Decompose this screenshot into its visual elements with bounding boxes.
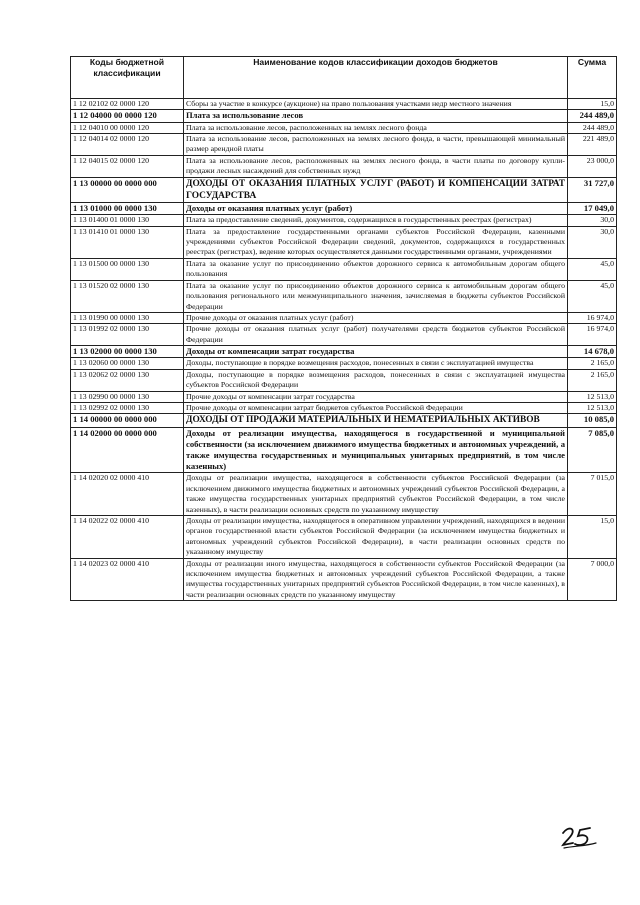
row-code: 1 13 02990 00 0000 130 (71, 391, 184, 402)
row-name: Плата за использование лесов, расположенных на землях лесного фонда (184, 122, 568, 133)
row-name: Прочие доходы от компенсации затрат государства (184, 391, 568, 402)
header-code: Коды бюджетной классификации (71, 57, 184, 99)
row-name: ДОХОДЫ ОТ ОКАЗАНИЯ ПЛАТНЫХ УСЛУГ (РАБОТ) И КОМПЕНСАЦИИ ЗАТРАТ ГОСУДАРСТВА (184, 177, 568, 202)
row-sum: 17 049,0 (568, 203, 617, 215)
table-row (71, 414, 617, 427)
row-sum: 16 974,0 (568, 324, 617, 346)
table-row (71, 369, 617, 391)
row-code: 1 13 02062 02 0000 130 (71, 369, 184, 391)
row-sum: 15,0 (568, 99, 617, 110)
row-sum: 45,0 (568, 258, 617, 280)
row-name: Плата за предоставление сведений, документов, содержащихся в государственных реестрах (регистрах) (184, 215, 568, 226)
row-code: 1 12 04010 00 0000 120 (71, 122, 184, 133)
row-sum: 2 165,0 (568, 358, 617, 369)
table-row (71, 226, 617, 258)
table-row (71, 258, 617, 280)
row-sum: 16 974,0 (568, 312, 617, 323)
row-name: Плата за оказание услуг по присоединению объектов дорожного сервиса к автомобильным дорогам общего пользования (184, 258, 568, 280)
row-name: Плата за предоставление государственными органами субъектов Российской Федерации, казенными учреждениями субъектов Российской Федерации сведений, документов, содержащихся в государственных реестрах (регистрах), ведение которых осуществляется данными государственными органами, учреждениями (184, 226, 568, 258)
table-row (71, 391, 617, 402)
table-row (71, 516, 617, 559)
row-sum: 30,0 (568, 215, 617, 226)
row-sum: 221 489,0 (568, 134, 617, 156)
table-row (71, 358, 617, 369)
handwritten-page-number-mark (560, 824, 598, 850)
row-code: 1 13 02060 00 0000 130 (71, 358, 184, 369)
row-sum: 45,0 (568, 280, 617, 312)
table-row (71, 324, 617, 346)
row-sum: 31 727,0 (568, 177, 617, 202)
row-name: Прочие доходы от оказания платных услуг (работ) (184, 312, 568, 323)
row-sum: 12 513,0 (568, 391, 617, 402)
table-row (71, 280, 617, 312)
row-sum: 7 085,0 (568, 427, 617, 473)
row-sum: 23 000,0 (568, 155, 617, 177)
row-sum: 12 513,0 (568, 402, 617, 413)
row-name: Плата за использование лесов, расположенных на землях лесного фонда, в части платы по договору купли-продажи лесных насаждений для собственных нужд (184, 155, 568, 177)
row-code: 1 13 02000 00 0000 130 (71, 346, 184, 358)
table-row (71, 110, 617, 122)
table-row (71, 122, 617, 133)
row-sum: 244 489,0 (568, 110, 617, 122)
row-code: 1 14 02022 02 0000 410 (71, 516, 184, 559)
row-code: 1 13 01500 00 0000 130 (71, 258, 184, 280)
table-row (71, 155, 617, 177)
table-row (71, 558, 617, 601)
row-name: Доходы от реализации иного имущества, находящегося в собственности субъектов Российской Федерации (за исключением имущества бюджетных и автономных учреждений субъектов Российской Федерации, а также имущества государственных унитарных предприятий субъектов Российской Федерации, в том числе казенных), в части реализации основных средств по указанному имуществу (184, 558, 568, 601)
header-sum: Сумма (568, 57, 617, 99)
row-code: 1 13 01410 01 0000 130 (71, 226, 184, 258)
row-name: Доходы, поступающие в порядке возмещения расходов, понесенных в связи с эксплуатацией имущества (184, 358, 568, 369)
row-code: 1 13 00000 00 0000 000 (71, 177, 184, 202)
row-sum: 7 015,0 (568, 473, 617, 516)
header-name: Наименование кодов классификации доходов бюджетов (184, 57, 568, 99)
row-sum: 30,0 (568, 226, 617, 258)
row-code: 1 13 01520 02 0000 130 (71, 280, 184, 312)
row-code: 1 13 01400 01 0000 130 (71, 215, 184, 226)
row-name: Прочие доходы от оказания платных услуг (работ) получателями средств бюджетов субъектов Российской Федерации (184, 324, 568, 346)
row-name: Плата за использование лесов, расположенных на землях лесного фонда, в части, превышающей минимальный размер арендной платы (184, 134, 568, 156)
table-row (71, 215, 617, 226)
table-row (71, 473, 617, 516)
row-sum: 15,0 (568, 516, 617, 559)
row-sum: 244 489,0 (568, 122, 617, 133)
row-code: 1 13 01000 00 0000 130 (71, 203, 184, 215)
row-name: Сборы за участие в конкурсе (аукционе) на право пользования участками недр местного значения (184, 99, 568, 110)
row-name: Доходы от реализации имущества, находящегося в оперативном управлении учреждений, находящихся в ведении органов государственной власти субъектов Российской Федерации (за исключением имущества бюджетных и автономных учреждений субъектов Российской Федерации), в части реализации основных средств по указанному имуществу (184, 516, 568, 559)
row-code: 1 12 04015 02 0000 120 (71, 155, 184, 177)
row-code: 1 14 02023 02 0000 410 (71, 558, 184, 601)
table-row (71, 346, 617, 358)
row-name: Плата за использование лесов (184, 110, 568, 122)
row-code: 1 12 04000 00 0000 120 (71, 110, 184, 122)
row-code: 1 13 01990 00 0000 130 (71, 312, 184, 323)
row-code: 1 14 02000 00 0000 000 (71, 427, 184, 473)
table-row (71, 177, 617, 202)
table-row (71, 312, 617, 323)
row-sum: 14 678,0 (568, 346, 617, 358)
row-code: 1 14 02020 02 0000 410 (71, 473, 184, 516)
table-row (71, 402, 617, 413)
row-sum: 2 165,0 (568, 369, 617, 391)
row-name: Прочие доходы от компенсации затрат бюджетов субъектов Российской Федерации (184, 402, 568, 413)
table-row (71, 134, 617, 156)
row-name: Доходы от компенсации затрат государства (184, 346, 568, 358)
row-sum: 7 000,0 (568, 558, 617, 601)
table-row (71, 99, 617, 110)
row-name: Доходы от оказания платных услуг (работ) (184, 203, 568, 215)
row-name: ДОХОДЫ ОТ ПРОДАЖИ МАТЕРИАЛЬНЫХ И НЕМАТЕРИАЛЬНЫХ АКТИВОВ (184, 414, 568, 427)
row-sum: 10 085,0 (568, 414, 617, 427)
row-name: Доходы от реализации имущества, находящегося в собственности субъектов Российской Федерации (за исключением движимого имущества бюджетных и автономных учреждений субъектов Российской Федерации, а также имущества государственных унитарных предприятий субъектов Российской Федерации, в том числе казенных), в части реализации основных средств по указанному имуществу (184, 473, 568, 516)
table-row (71, 427, 617, 473)
row-code: 1 14 00000 00 0000 000 (71, 414, 184, 427)
budget-classification-table (70, 56, 617, 601)
row-name: Доходы от реализации имущества, находящегося в государственной и муниципальной собственности (за исключением движимого имущества бюджетных и автономных учреждений, а также имущества государственных и муниципальных унитарных предприятий, в том числе казенных) (184, 427, 568, 473)
table-row (71, 203, 617, 215)
row-code: 1 13 02992 02 0000 130 (71, 402, 184, 413)
row-code: 1 13 01992 02 0000 130 (71, 324, 184, 346)
row-name: Доходы, поступающие в порядке возмещения расходов, понесенных в связи с эксплуатацией имущества субъектов Российской Федерации (184, 369, 568, 391)
row-code: 1 12 04014 02 0000 120 (71, 134, 184, 156)
row-name: Плата за оказание услуг по присоединению объектов дорожного сервиса к автомобильным дорогам общего пользования регионального или межмуниципального значения, зачисляемая в бюджеты субъектов Российской Федерации (184, 280, 568, 312)
row-code: 1 12 02102 02 0000 120 (71, 99, 184, 110)
